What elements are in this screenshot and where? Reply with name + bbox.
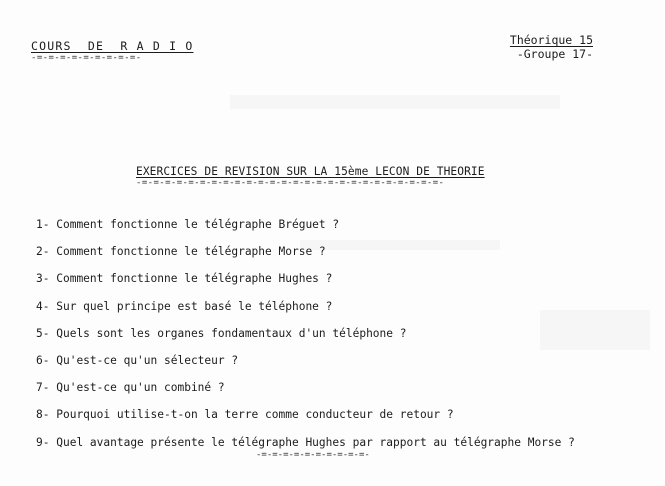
question-text: Quels sont les organes fondamentaux d'un téléphone ? [56,326,407,340]
question-item [36,211,575,238]
question-number: 4- [36,299,50,313]
question-item [36,401,575,428]
question-item [36,238,575,265]
question-item [36,265,575,292]
question-text: Quel avantage présente le télégraphe Hughes par rapport au télégraphe Morse ? [56,435,575,449]
exercise-heading [136,165,485,188]
question-text: Comment fonctionne le télégraphe Bréguet ? [56,218,340,231]
question-text: Comment fonctionne le télégraphe Morse ? [56,245,326,259]
question-text: Qu'est-ce qu'un sélecteur ? [56,353,239,367]
question-number: 1- [36,218,50,231]
question-list [36,211,575,456]
exercise-title: EXERCICES DE REVISION SUR LA 15ème LECON DE THEORIE [136,165,485,178]
question-item [36,347,575,374]
question-text: Comment fonctionne le télégraphe Hughes ? [56,272,333,286]
question-number: 2- [36,245,50,259]
exercise-title-underline: -=-=-=-=-=-=-=-=-=-=-=-=-=-=-=-=-=-=-=-=-=-=-=-=-=-=- [136,178,445,188]
question-item [36,293,575,320]
question-number: 6- [36,353,50,367]
question-number: 8- [36,408,50,422]
question-text: Qu'est-ce qu'un combiné ? [56,381,225,395]
question-item [36,320,575,347]
course-header [31,39,193,63]
closing-divider: -=-=-=-=-=-=-=-=-=-=- [256,450,370,460]
bleed-through-mark [230,95,560,109]
course-title-underline: -=-=-=-=-=-=-=-=-=- [31,53,142,63]
theory-number: Théorique 15 [509,33,593,47]
question-number: 7- [36,381,50,395]
question-text: Sur quel principe est basé le téléphone ? [56,299,333,313]
question-number: 9- [36,435,50,449]
lesson-reference [510,33,593,61]
question-text: Pourquoi utilise-t-on la terre comme conducteur de retour ? [56,408,454,422]
group-number: -Groupe 17- [516,47,593,61]
course-title: COURS DE R A D I O [31,39,194,53]
question-number: 3- [36,272,50,286]
question-number: 5- [36,326,50,340]
question-item [36,374,575,401]
